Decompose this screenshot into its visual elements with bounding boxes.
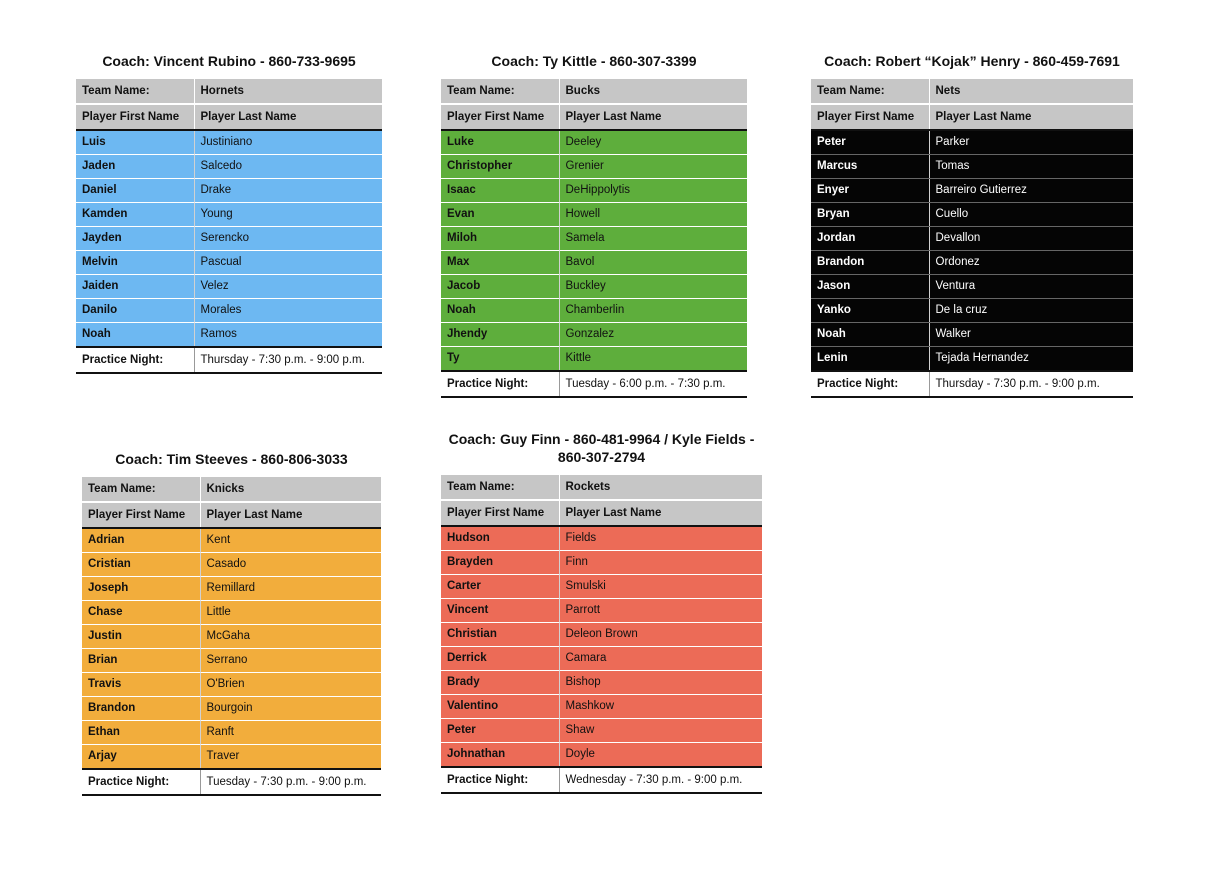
player-first-name: Melvin	[76, 251, 194, 275]
player-row	[441, 551, 762, 575]
player-row	[441, 130, 747, 155]
player-row	[811, 275, 1133, 299]
player-first-name: Brandon	[811, 251, 929, 275]
player-first-name: Chase	[82, 601, 200, 625]
roster-table	[441, 79, 747, 398]
team-name-value: Hornets	[194, 79, 382, 104]
last-name-header: Player Last Name	[559, 500, 762, 526]
player-first-name: Brayden	[441, 551, 559, 575]
player-row	[441, 526, 762, 551]
player-row	[811, 251, 1133, 275]
player-last-name: Gonzalez	[559, 323, 747, 347]
player-first-name: Enyer	[811, 179, 929, 203]
player-row	[811, 155, 1133, 179]
player-last-name: Traver	[200, 745, 381, 770]
player-first-name: Luis	[76, 130, 194, 155]
player-last-name: Fields	[559, 526, 762, 551]
player-row	[811, 323, 1133, 347]
player-last-name: Drake	[194, 179, 382, 203]
player-row	[441, 719, 762, 743]
player-first-name: Marcus	[811, 155, 929, 179]
roster-body	[82, 477, 381, 795]
player-row	[76, 299, 382, 323]
team-name-value: Bucks	[559, 79, 747, 104]
player-first-name: Adrian	[82, 528, 200, 553]
player-last-name: Chamberlin	[559, 299, 747, 323]
player-first-name: Brandon	[82, 697, 200, 721]
player-first-name: Daniel	[76, 179, 194, 203]
first-name-header: Player First Name	[441, 500, 559, 526]
player-row	[441, 203, 747, 227]
practice-row	[441, 371, 747, 397]
team-name-label: Team Name:	[441, 79, 559, 104]
player-first-name: Cristian	[82, 553, 200, 577]
player-row	[82, 528, 381, 553]
player-row	[82, 745, 381, 770]
player-first-name: Jacob	[441, 275, 559, 299]
practice-value: Wednesday - 7:30 p.m. - 9:00 p.m.	[559, 767, 762, 793]
player-first-name: Yanko	[811, 299, 929, 323]
player-last-name: De la cruz	[929, 299, 1133, 323]
player-last-name: Parker	[929, 130, 1133, 155]
player-last-name: Cuello	[929, 203, 1133, 227]
player-first-name: Peter	[441, 719, 559, 743]
player-first-name: Christopher	[441, 155, 559, 179]
player-first-name: Miloh	[441, 227, 559, 251]
team-block-hornets	[76, 52, 382, 374]
player-last-name: Howell	[559, 203, 747, 227]
player-first-name: Lenin	[811, 347, 929, 372]
player-row	[76, 227, 382, 251]
player-row	[441, 623, 762, 647]
player-last-name: Parrott	[559, 599, 762, 623]
team-block-knicks	[82, 450, 381, 796]
practice-row	[76, 347, 382, 373]
practice-label: Practice Night:	[811, 371, 929, 397]
player-last-name: Ventura	[929, 275, 1133, 299]
player-row	[76, 155, 382, 179]
player-last-name: Bourgoin	[200, 697, 381, 721]
player-row	[441, 743, 762, 768]
player-last-name: Velez	[194, 275, 382, 299]
player-first-name: Isaac	[441, 179, 559, 203]
column-header-row	[441, 104, 747, 130]
player-first-name: Danilo	[76, 299, 194, 323]
player-row	[811, 130, 1133, 155]
player-row	[441, 275, 747, 299]
player-last-name: Kittle	[559, 347, 747, 372]
player-first-name: Noah	[811, 323, 929, 347]
practice-value: Tuesday - 7:30 p.m. - 9:00 p.m.	[200, 769, 381, 795]
practice-label: Practice Night:	[441, 371, 559, 397]
team-block-nets	[811, 52, 1133, 398]
player-row	[441, 671, 762, 695]
player-last-name: DeHippolytis	[559, 179, 747, 203]
player-last-name: Samela	[559, 227, 747, 251]
last-name-header: Player Last Name	[929, 104, 1133, 130]
team-name-value: Nets	[929, 79, 1133, 104]
player-last-name: Serencko	[194, 227, 382, 251]
player-first-name: Johnathan	[441, 743, 559, 768]
player-row	[76, 323, 382, 348]
player-row	[441, 227, 747, 251]
team-name-value: Knicks	[200, 477, 381, 502]
player-first-name: Ethan	[82, 721, 200, 745]
coach-heading: Coach: Robert “Kojak” Henry - 860-459-7691	[824, 53, 1120, 69]
player-last-name: Smulski	[559, 575, 762, 599]
player-first-name: Jason	[811, 275, 929, 299]
coach-heading: Coach: Ty Kittle - 860-307-3399	[491, 53, 697, 69]
player-last-name: Mashkow	[559, 695, 762, 719]
player-first-name: Bryan	[811, 203, 929, 227]
team-name-label: Team Name:	[76, 79, 194, 104]
team-name-row	[441, 79, 747, 104]
player-first-name: Noah	[441, 299, 559, 323]
column-header-row	[82, 502, 381, 528]
player-row	[82, 553, 381, 577]
player-last-name: Ranft	[200, 721, 381, 745]
player-first-name: Jhendy	[441, 323, 559, 347]
player-last-name: Serrano	[200, 649, 381, 673]
column-header-row	[441, 500, 762, 526]
first-name-header: Player First Name	[441, 104, 559, 130]
player-row	[441, 647, 762, 671]
team-name-label: Team Name:	[811, 79, 929, 104]
last-name-header: Player Last Name	[559, 104, 747, 130]
player-row	[441, 695, 762, 719]
player-row	[441, 299, 747, 323]
player-last-name: Deleon Brown	[559, 623, 762, 647]
player-first-name: Jaden	[76, 155, 194, 179]
team-name-value: Rockets	[559, 475, 762, 500]
player-last-name: Kent	[200, 528, 381, 553]
player-row	[76, 203, 382, 227]
player-last-name: O'Brien	[200, 673, 381, 697]
player-last-name: McGaha	[200, 625, 381, 649]
team-name-label: Team Name:	[82, 477, 200, 502]
player-row	[82, 697, 381, 721]
player-row	[811, 203, 1133, 227]
player-first-name: Jaiden	[76, 275, 194, 299]
player-first-name: Brady	[441, 671, 559, 695]
player-first-name: Jayden	[76, 227, 194, 251]
roster-table	[811, 79, 1133, 398]
player-row	[82, 601, 381, 625]
coach-heading: Coach: Tim Steeves - 860-806-3033	[115, 451, 348, 467]
roster-body	[76, 79, 382, 373]
practice-label: Practice Night:	[82, 769, 200, 795]
player-row	[82, 649, 381, 673]
team-name-row	[76, 79, 382, 104]
column-header-row	[76, 104, 382, 130]
player-first-name: Noah	[76, 323, 194, 348]
practice-label: Practice Night:	[441, 767, 559, 793]
practice-row	[811, 371, 1133, 397]
player-first-name: Hudson	[441, 526, 559, 551]
coach-heading: Coach: Guy Finn - 860-481-9964 / Kyle Fields - 860-307-2794	[448, 431, 755, 465]
player-first-name: Valentino	[441, 695, 559, 719]
player-row	[441, 179, 747, 203]
player-first-name: Max	[441, 251, 559, 275]
player-row	[811, 347, 1133, 372]
player-row	[76, 130, 382, 155]
player-last-name: Tomas	[929, 155, 1133, 179]
player-first-name: Vincent	[441, 599, 559, 623]
player-last-name: Casado	[200, 553, 381, 577]
player-last-name: Young	[194, 203, 382, 227]
player-last-name: Doyle	[559, 743, 762, 768]
player-last-name: Finn	[559, 551, 762, 575]
player-first-name: Carter	[441, 575, 559, 599]
player-last-name: Buckley	[559, 275, 747, 299]
player-first-name: Christian	[441, 623, 559, 647]
team-name-label: Team Name:	[441, 475, 559, 500]
player-row	[811, 227, 1133, 251]
team-name-row	[441, 475, 762, 500]
practice-label: Practice Night:	[76, 347, 194, 373]
player-last-name: Little	[200, 601, 381, 625]
player-last-name: Shaw	[559, 719, 762, 743]
player-row	[811, 179, 1133, 203]
team-block-bucks	[441, 52, 747, 398]
practice-value: Thursday - 7:30 p.m. - 9:00 p.m.	[929, 371, 1133, 397]
practice-row	[441, 767, 762, 793]
player-last-name: Grenier	[559, 155, 747, 179]
player-row	[811, 299, 1133, 323]
player-row	[76, 251, 382, 275]
practice-value: Thursday - 7:30 p.m. - 9:00 p.m.	[194, 347, 382, 373]
player-last-name: Justiniano	[194, 130, 382, 155]
player-row	[441, 347, 747, 372]
team-name-row	[811, 79, 1133, 104]
player-last-name: Barreiro Gutierrez	[929, 179, 1133, 203]
roster-body	[441, 79, 747, 397]
player-first-name: Arjay	[82, 745, 200, 770]
player-row	[441, 155, 747, 179]
player-first-name: Kamden	[76, 203, 194, 227]
player-first-name: Justin	[82, 625, 200, 649]
roster-table	[441, 475, 762, 794]
player-row	[76, 179, 382, 203]
player-first-name: Peter	[811, 130, 929, 155]
player-last-name: Devallon	[929, 227, 1133, 251]
first-name-header: Player First Name	[811, 104, 929, 130]
player-first-name: Ty	[441, 347, 559, 372]
player-row	[82, 721, 381, 745]
team-name-row	[82, 477, 381, 502]
roster-table	[76, 79, 382, 374]
player-first-name: Jordan	[811, 227, 929, 251]
player-last-name: Camara	[559, 647, 762, 671]
player-first-name: Travis	[82, 673, 200, 697]
player-last-name: Bishop	[559, 671, 762, 695]
player-first-name: Evan	[441, 203, 559, 227]
practice-value: Tuesday - 6:00 p.m. - 7:30 p.m.	[559, 371, 747, 397]
column-header-row	[811, 104, 1133, 130]
team-block-rockets	[441, 430, 762, 794]
first-name-header: Player First Name	[76, 104, 194, 130]
last-name-header: Player Last Name	[194, 104, 382, 130]
practice-row	[82, 769, 381, 795]
roster-body	[811, 79, 1133, 397]
player-last-name: Tejada Hernandez	[929, 347, 1133, 372]
player-last-name: Ordonez	[929, 251, 1133, 275]
player-last-name: Morales	[194, 299, 382, 323]
player-row	[82, 577, 381, 601]
player-last-name: Salcedo	[194, 155, 382, 179]
player-row	[441, 323, 747, 347]
player-row	[82, 673, 381, 697]
player-last-name: Deeley	[559, 130, 747, 155]
player-first-name: Luke	[441, 130, 559, 155]
player-row	[441, 599, 762, 623]
player-first-name: Brian	[82, 649, 200, 673]
player-row	[82, 625, 381, 649]
player-row	[76, 275, 382, 299]
roster-table	[82, 477, 381, 796]
player-first-name: Joseph	[82, 577, 200, 601]
player-last-name: Remillard	[200, 577, 381, 601]
player-last-name: Pascual	[194, 251, 382, 275]
coach-heading: Coach: Vincent Rubino - 860-733-9695	[102, 53, 356, 69]
player-row	[441, 251, 747, 275]
player-first-name: Derrick	[441, 647, 559, 671]
player-row	[441, 575, 762, 599]
player-last-name: Walker	[929, 323, 1133, 347]
roster-body	[441, 475, 762, 793]
first-name-header: Player First Name	[82, 502, 200, 528]
last-name-header: Player Last Name	[200, 502, 381, 528]
player-last-name: Ramos	[194, 323, 382, 348]
player-last-name: Bavol	[559, 251, 747, 275]
